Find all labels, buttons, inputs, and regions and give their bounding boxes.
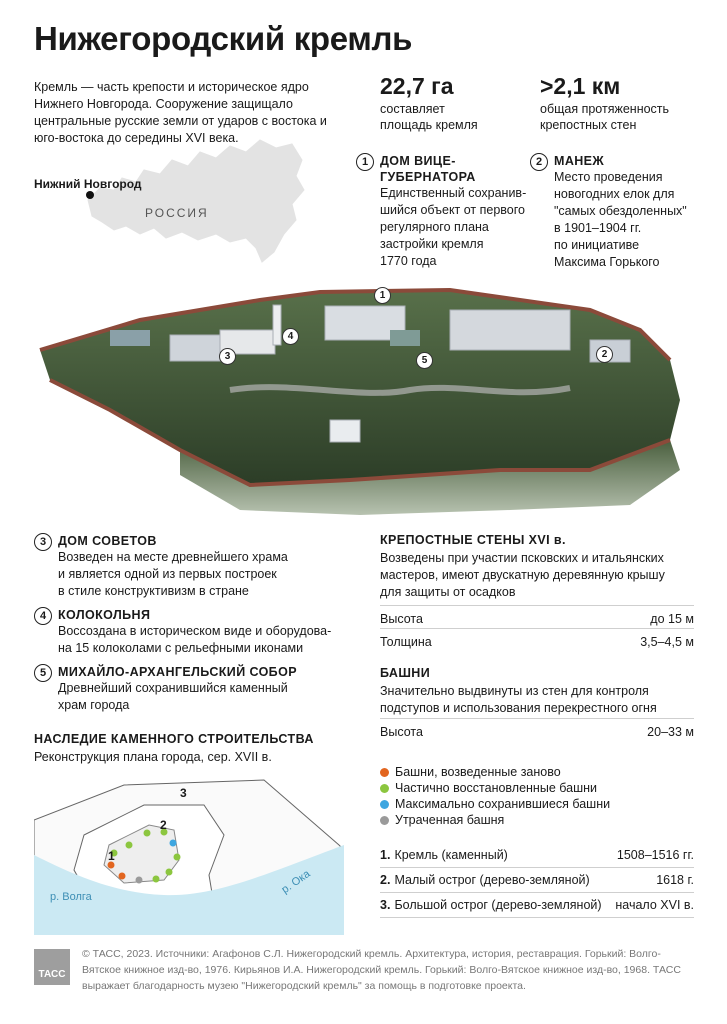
poi-number-badge: 1 (356, 153, 374, 171)
poi-title: МИХАЙЛО-АРХАНГЕЛЬСКИЙ СОБОР (58, 665, 297, 679)
footer-credits: © ТАСС, 2023. Источники: Агафонов С.Л. Нижегородский кремль. Архитектура, история, реставрация. Горький: Волго-Вятское книжное изд-во, 1976. Кирьянов И.А. Нижегородский кремль. Горький: Волго-Вятское книжное изд-во, 1968. ТАСС выражает благодарность музею "Нижегородский кремль" за помощь в подготовке проекта. (82, 948, 681, 992)
walls-line: Возведены при участии псковских и итальянских (380, 551, 664, 565)
towers-description (380, 683, 700, 717)
towers-title: БАШНИ (380, 666, 431, 680)
stat-walls (540, 73, 669, 133)
legend-label: Утраченная башня (395, 813, 505, 827)
row-label: Высота (380, 725, 423, 739)
walls-thickness-row (380, 628, 694, 649)
poi-line: в стиле конструктивизм в стране (58, 584, 249, 598)
map-country-label: РОССИЯ (145, 206, 209, 220)
stage-name (380, 898, 602, 912)
poi-house-of-soviets (34, 533, 288, 600)
stage-number: 1. (380, 848, 391, 862)
stage-row-3 (380, 898, 694, 918)
walls-height-row (380, 605, 694, 626)
poi-line: на 15 колоколами с рельефными иконами (58, 641, 304, 655)
page-title: Нижегородский кремль (34, 20, 413, 57)
poi-description (58, 549, 288, 600)
poi-line: 1770 года (380, 254, 437, 268)
row-value: 20–33 м (647, 725, 694, 739)
stat-walls-caption (540, 101, 669, 133)
stage-period: 1618 г. (656, 873, 694, 887)
poi-line: по инициативе (554, 238, 640, 252)
russia-locator-map (70, 130, 310, 280)
stat-area-caption-1: составляет (380, 102, 445, 116)
poi-line: новогодних елок для (554, 187, 675, 201)
legend-label: Частично восстановленные башни (395, 781, 597, 795)
plan-zone-label-2: 2 (160, 818, 167, 832)
nizhny-novgorod-dot-icon (86, 191, 94, 199)
poi-line: регулярного плана (380, 220, 489, 234)
map-marker-4: 4 (282, 328, 299, 345)
city-plan-map (34, 775, 344, 935)
walls-title: КРЕПОСТНЫЕ СТЕНЫ XVI в. (380, 533, 566, 547)
poi-line: "самых обездоленных" (554, 204, 687, 218)
row-label: Толщина (380, 635, 432, 649)
stage-name-text: Малый острог (дерево-земляной) (394, 873, 590, 887)
walls-line: для защиты от осадков (380, 585, 516, 599)
poi-line: Максима Горького (554, 255, 660, 269)
poi-number-badge: 4 (34, 607, 52, 625)
intro-text: Кремль — часть крепости и историческое ядро Нижнего Новгорода. Сооружение защищало центральные русские земли от ударов с востока и юго-востока до середины XVI века. (34, 80, 327, 145)
heritage-title: НАСЛЕДИЕ КАМЕННОГО СТРОИТЕЛЬСТВА (34, 732, 314, 746)
stat-walls-caption-1: общая протяженность (540, 102, 670, 116)
stage-number: 2. (380, 873, 391, 887)
legend-label: Башни, возведенные заново (395, 765, 561, 779)
plan-zone-label-3: 3 (180, 786, 187, 800)
poi-line: Место проведения (554, 170, 663, 184)
legend-partially-restored (380, 781, 597, 795)
poi-line: Единственный сохранив- (380, 186, 527, 200)
poi-line: Воссоздана в историческом виде и оборудова- (58, 624, 332, 638)
stat-area-caption (380, 101, 478, 133)
poi-title-line-1: ДОМ ВИЦЕ- (380, 154, 456, 168)
poi-title: КОЛОКОЛЬНЯ (58, 608, 151, 622)
poi-archangel-cathedral (34, 664, 297, 714)
legend-lost (380, 813, 504, 827)
gray-dot-icon (380, 816, 389, 825)
towers-line: подступов и использования перекрестного огня (380, 701, 657, 715)
map-marker-2: 2 (596, 346, 613, 363)
poi-line: храм города (58, 698, 130, 712)
row-value: до 15 м (650, 612, 694, 626)
stat-walls-caption-2: крепостных стен (540, 118, 637, 132)
poi-line: застройки кремля (380, 237, 484, 251)
legend-preserved (380, 797, 610, 811)
poi-title: МАНЕЖ (554, 154, 605, 168)
map-city-label: Нижний Новгород (34, 177, 142, 191)
stage-number: 3. (380, 898, 391, 912)
kremlin-aerial-illustration (30, 270, 700, 520)
poi-bell-tower (34, 607, 331, 657)
stat-area-caption-2: площадь кремля (380, 118, 478, 132)
stage-row-1 (380, 848, 694, 868)
river-oka-label: р. Ока (279, 867, 313, 897)
poi-title: ДОМ СОВЕТОВ (58, 534, 157, 548)
poi-line: в 1901–1904 гг. (554, 221, 642, 235)
poi-number-badge: 2 (530, 153, 548, 171)
poi-line: шийся объект от первого (380, 203, 525, 217)
stage-name (380, 848, 508, 862)
blue-dot-icon (380, 800, 389, 809)
walls-line: мастеров, имеют двускатную деревянную крышу (380, 568, 665, 582)
towers-height-row (380, 718, 694, 739)
poi-number-badge: 5 (34, 664, 52, 682)
stage-name-text: Большой острог (дерево-земляной) (394, 898, 602, 912)
poi-number-badge: 3 (34, 533, 52, 551)
poi-description (554, 169, 687, 271)
orange-dot-icon (380, 768, 389, 777)
map-marker-3: 3 (219, 348, 236, 365)
poi-line: Древнейший сохранившийся каменный (58, 681, 288, 695)
plan-zone-label-1: 1 (108, 849, 115, 863)
stage-row-2 (380, 873, 694, 893)
stat-area (380, 73, 478, 133)
map-marker-5: 5 (416, 352, 433, 369)
poi-vice-governor-house (356, 153, 526, 270)
poi-line: и является одной из первых построек (58, 567, 277, 581)
towers-line: Значительно выдвинуты из стен для контроля (380, 684, 649, 698)
stat-area-value: 22,7 га (380, 73, 454, 99)
heritage-subtitle: Реконструкция плана города, сер. XVII в. (34, 750, 272, 764)
row-value: 3,5–4,5 м (640, 635, 694, 649)
poi-line: Возведен на месте древнейшего храма (58, 550, 288, 564)
map-marker-1: 1 (374, 287, 391, 304)
poi-manezh (530, 153, 687, 271)
stage-name (380, 873, 590, 887)
tass-logo: ТАСС (34, 949, 70, 985)
stat-walls-value: >2,1 км (540, 73, 621, 99)
poi-title-line-2: ГУБЕРНАТОРА (380, 170, 476, 184)
row-label: Высота (380, 612, 423, 626)
stage-period: начало XVI в. (615, 898, 694, 912)
river-volga-label: р. Волга (50, 891, 92, 903)
green-dot-icon (380, 784, 389, 793)
poi-title (380, 153, 526, 185)
walls-description (380, 550, 700, 601)
legend-label: Максимально сохранившиеся башни (395, 797, 611, 811)
poi-description (58, 680, 297, 714)
stage-name-text: Кремль (каменный) (394, 848, 508, 862)
stage-period: 1508–1516 гг. (616, 848, 694, 862)
poi-description (380, 185, 526, 270)
legend-rebuilt-towers (380, 765, 561, 779)
poi-description (58, 623, 331, 657)
